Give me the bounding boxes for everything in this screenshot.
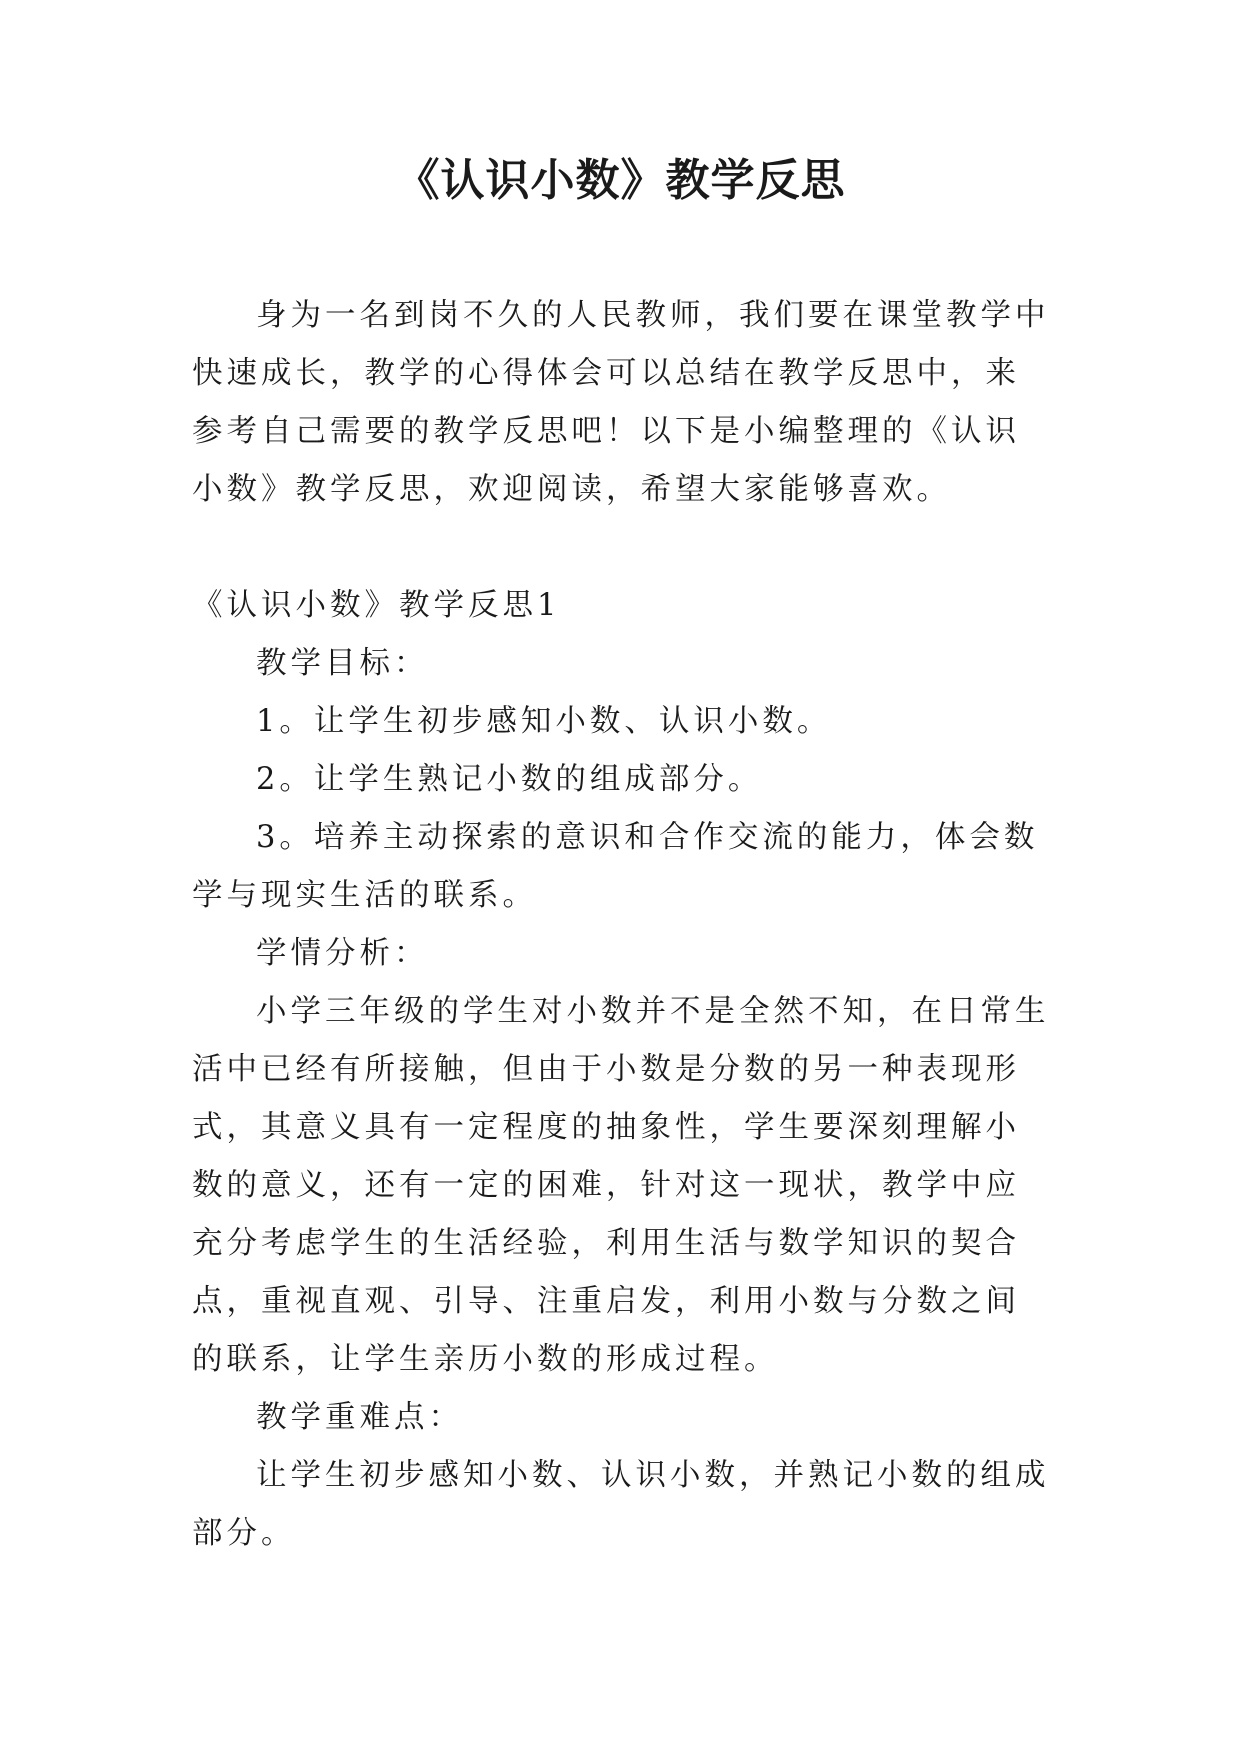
section-heading: 《认识小数》教学反思1 [192, 588, 561, 623]
key-points-paragraph: 让学生初步感知小数、认识小数，并熟记小数的组成部分。 [192, 1458, 1050, 1551]
subheading-teaching-goals: 教学目标： [256, 646, 429, 681]
goal-item-3: 3。培养主动探索的意识和合作交流的能力，体会数学与现实生活的联系。 [192, 820, 1039, 913]
goal-item-1: 1。让学生初步感知小数、认识小数。 [256, 704, 832, 739]
analysis-paragraph: 小学三年级的学生对小数并不是全然不知，在日常生活中已经有所接触，但由于小数是分数的另一种表现形式，其意义具有一定程度的抽象性，学生要深刻理解小数的意义，还有一定的困难，针对这一现状，教学中应充分考虑学生的生活经验，利用生活与数学知识的契合点，重视直观、引导、注重启发，利用小数与分数之间的联系，让学生亲历小数的形成过程。 [192, 994, 1050, 1377]
subheading-learning-analysis: 学情分析： [256, 936, 429, 971]
intro-paragraph: 身为一名到岗不久的人民教师，我们要在课堂教学中快速成长，教学的心得体会可以总结在教学反思中，来参考自己需要的教学反思吧！以下是小编整理的《认识小数》教学反思，欢迎阅读，希望大家能够喜欢。 [192, 298, 1050, 507]
document-title: 《认识小数》教学反思 [395, 155, 846, 206]
document-body [192, 287, 1052, 1563]
goal-item-2: 2。让学生熟记小数的组成部分。 [256, 762, 763, 797]
subheading-key-points: 教学重难点： [256, 1400, 463, 1435]
